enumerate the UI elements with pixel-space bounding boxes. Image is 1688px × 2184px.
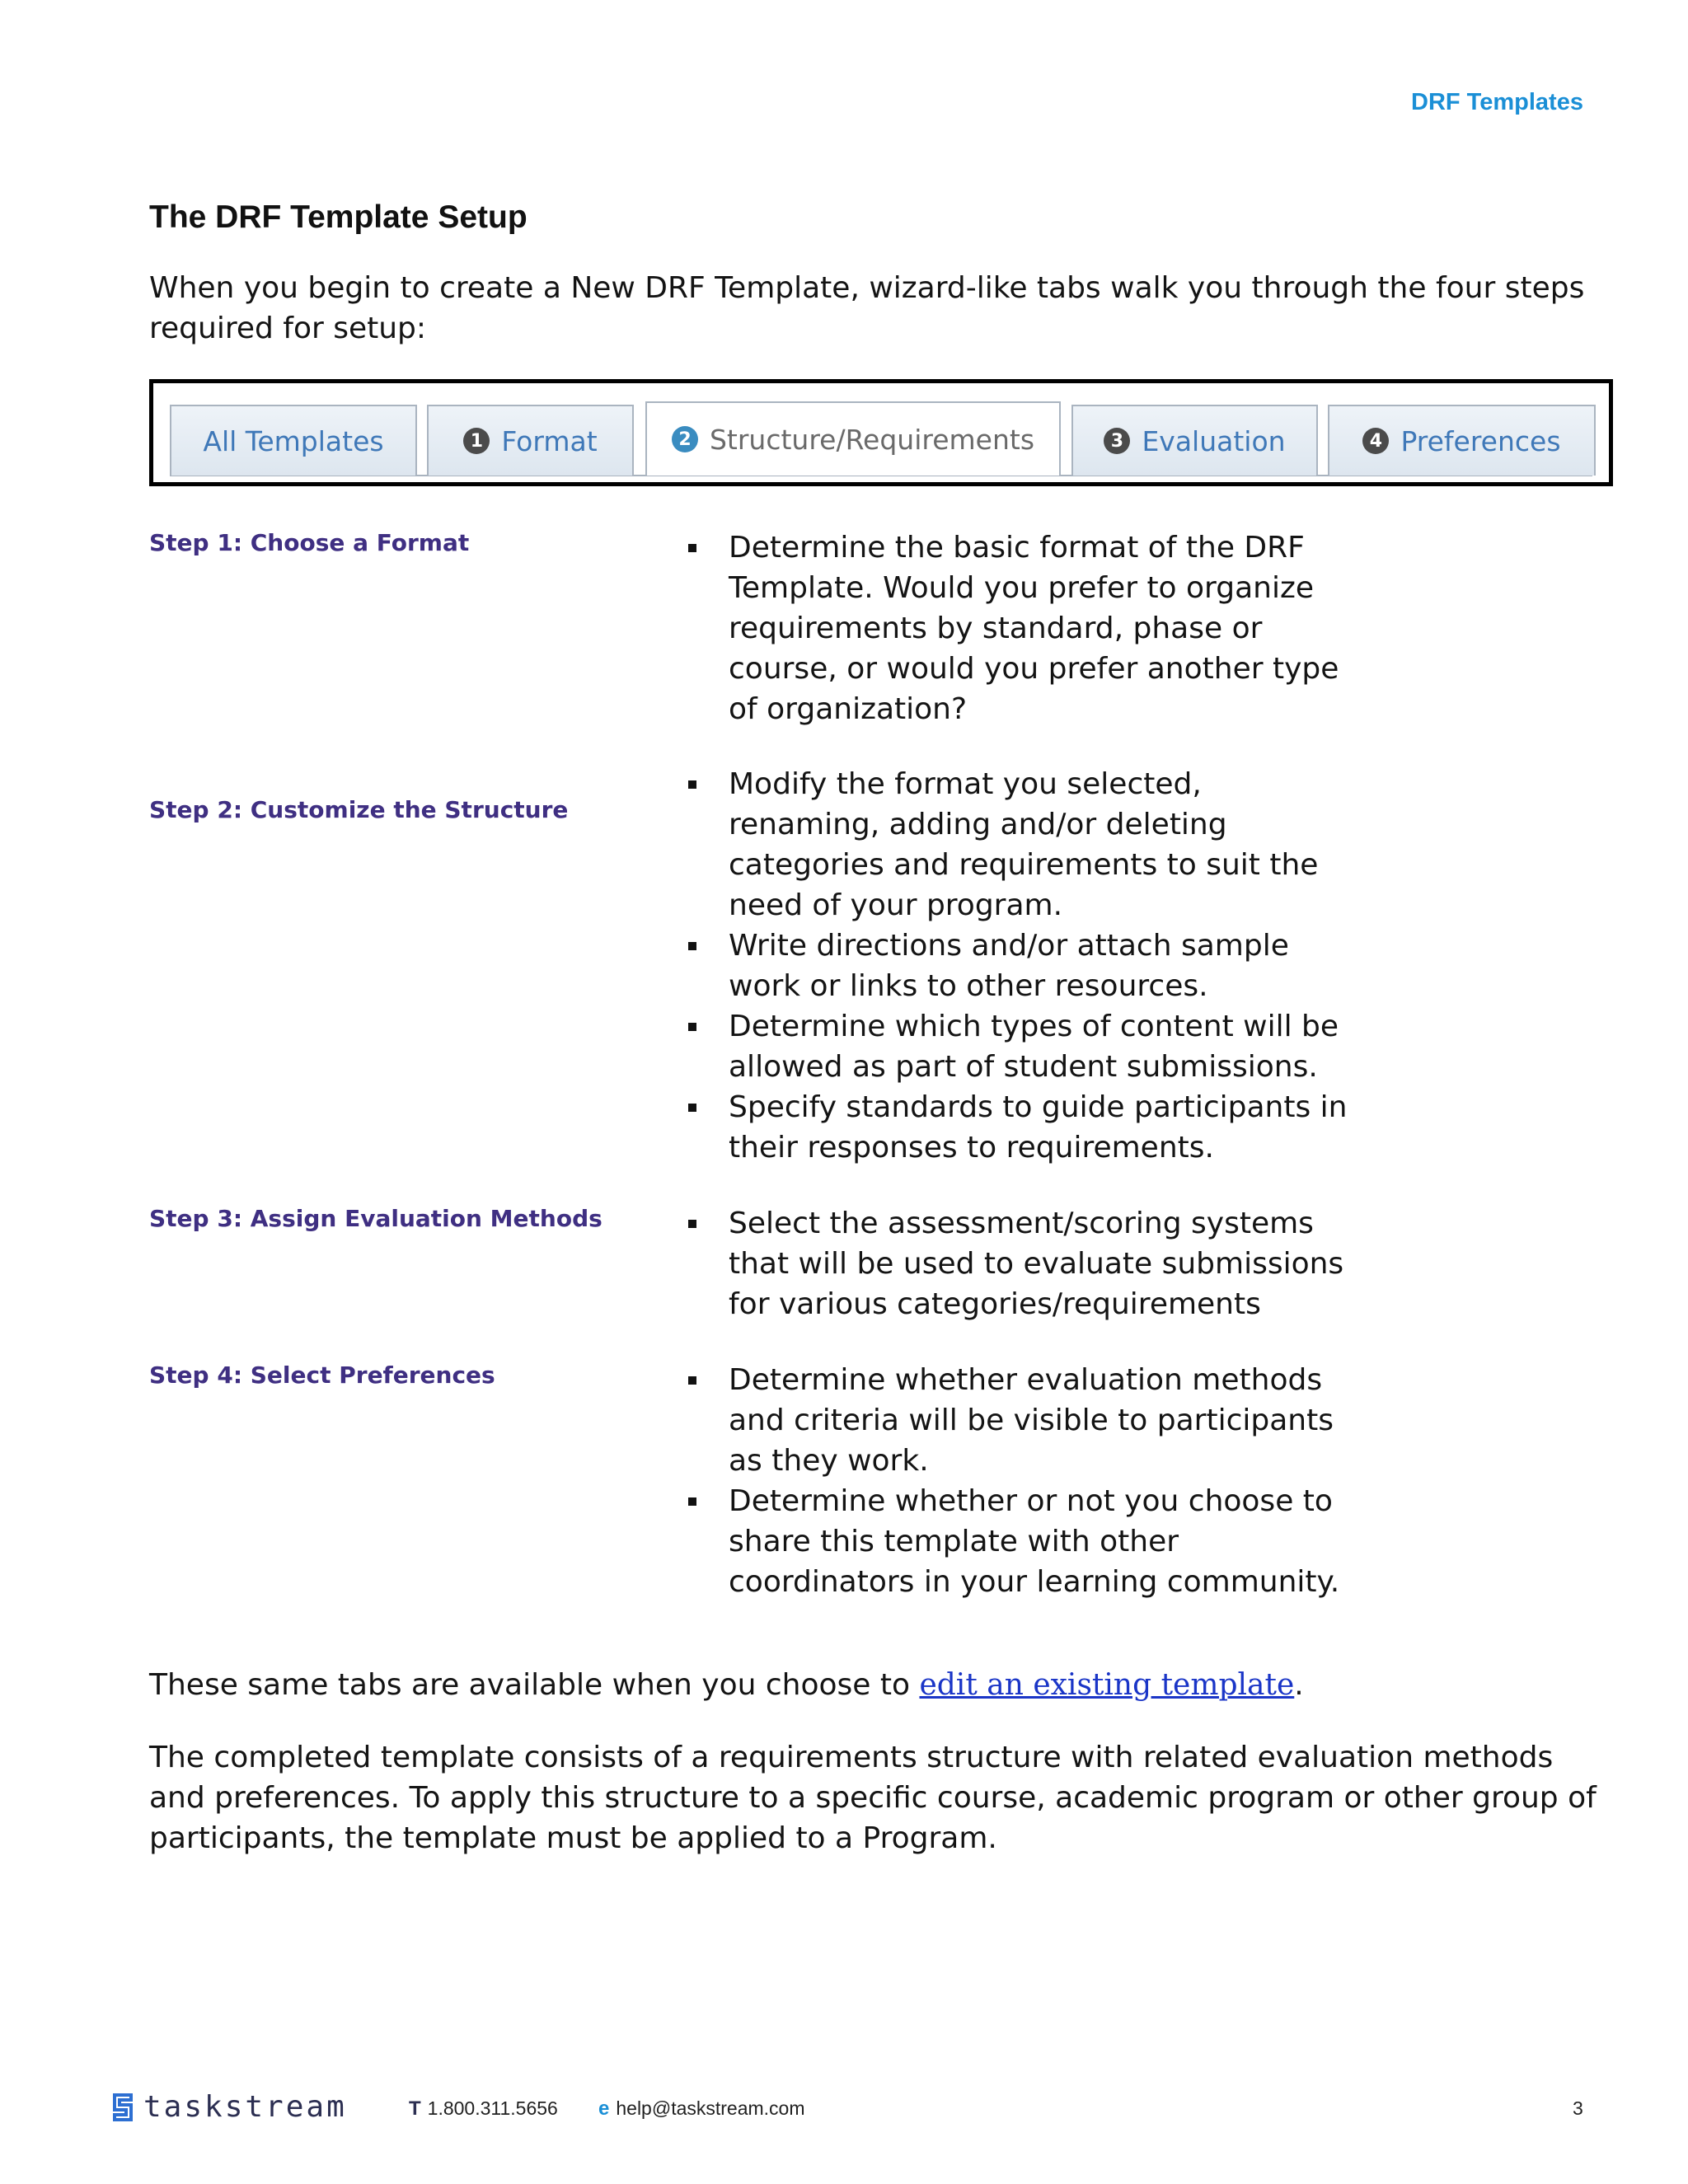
step-4-label: Step 4: Select Preferences [149,1361,495,1389]
step-1-label: Step 1: Choose a Format [149,529,470,556]
step-1-number-icon: 1 [463,428,490,454]
email-icon: e [598,2097,610,2120]
summary-paragraph: The completed template consists of a requirements structure with related evaluation methods and preferences. To apply this structure to a specific course, academic program or other group of participants, the template must be applied to a Program. [149,1741,1597,1855]
tab-structure-requirements[interactable] [645,401,1061,476]
tab-label: Structure/Requirements [709,423,1035,456]
tabs-note-paragraph [149,1665,1600,1705]
step-1-bullets [688,527,1348,729]
footer-phone [409,2097,558,2121]
step-2-label: Step 2: Customize the Structure [149,796,569,823]
page-number: 3 [1573,2097,1583,2119]
tab-label: Format [501,424,598,457]
taskstream-logo [112,2090,347,2124]
list-item: Determine which types of content will be allowed as part of student submissions. [688,1006,1348,1087]
list-item: Select the assessment/scoring systems that will be used to evaluate submissions for various categories/requirements [688,1203,1348,1324]
list-item: Determine whether evaluation methods and criteria will be visible to participants as they work. [688,1360,1348,1481]
intro-paragraph: When you begin to create a New DRF Template, wizard-like tabs walk you through the four steps required for setup: [149,271,1585,345]
section-title: The DRF Template Setup [149,199,528,235]
email-address[interactable]: help@taskstream.com [616,2097,805,2119]
list-item: Write directions and/or attach sample work or links to other resources. [688,926,1348,1006]
edit-existing-template-link[interactable]: edit an existing template [919,1668,1295,1702]
phone-icon: T [409,2097,421,2120]
tab-evaluation[interactable] [1071,405,1318,476]
step-3-number-icon: 3 [1104,428,1130,454]
tab-label: All Templates [203,424,384,457]
list-item: Specify standards to guide participants in their responses to requirements. [688,1087,1348,1168]
tab-format[interactable] [427,405,634,476]
tab-label: Preferences [1400,424,1561,457]
list-item: Determine the basic format of the DRF Template. Would you prefer to organize requirements by standard, phase or course, or would you prefer another type of organization? [688,527,1348,729]
tab-label: Evaluation [1142,424,1286,457]
brand-name: taskstream [143,2090,347,2124]
tabs-note-suffix: . [1294,1668,1304,1702]
tab-all-templates[interactable] [170,405,417,476]
wizard-tab-strip [149,379,1613,486]
tab-preferences[interactable] [1328,405,1596,476]
step-3-bullets [688,1203,1348,1324]
step-2-bullets [688,764,1348,1168]
step-4-number-icon: 4 [1362,428,1389,454]
taskstream-logo-icon [112,2093,134,2122]
step-2-number-icon: 2 [672,426,698,452]
footer-email [598,2097,805,2121]
list-item: Determine whether or not you choose to share this template with other coordinators in your learning community. [688,1481,1348,1602]
phone-number: 1.800.311.5656 [427,2097,558,2119]
step-3-label: Step 3: Assign Evaluation Methods [149,1205,603,1232]
tabs-note-prefix: These same tabs are available when you choose to [149,1668,920,1702]
step-4-bullets [688,1360,1348,1602]
running-header-title: DRF Templates [1411,89,1583,115]
list-item: Modify the format you selected, renaming, adding and/or deleting categories and requirements to suit the need of your program. [688,764,1348,926]
